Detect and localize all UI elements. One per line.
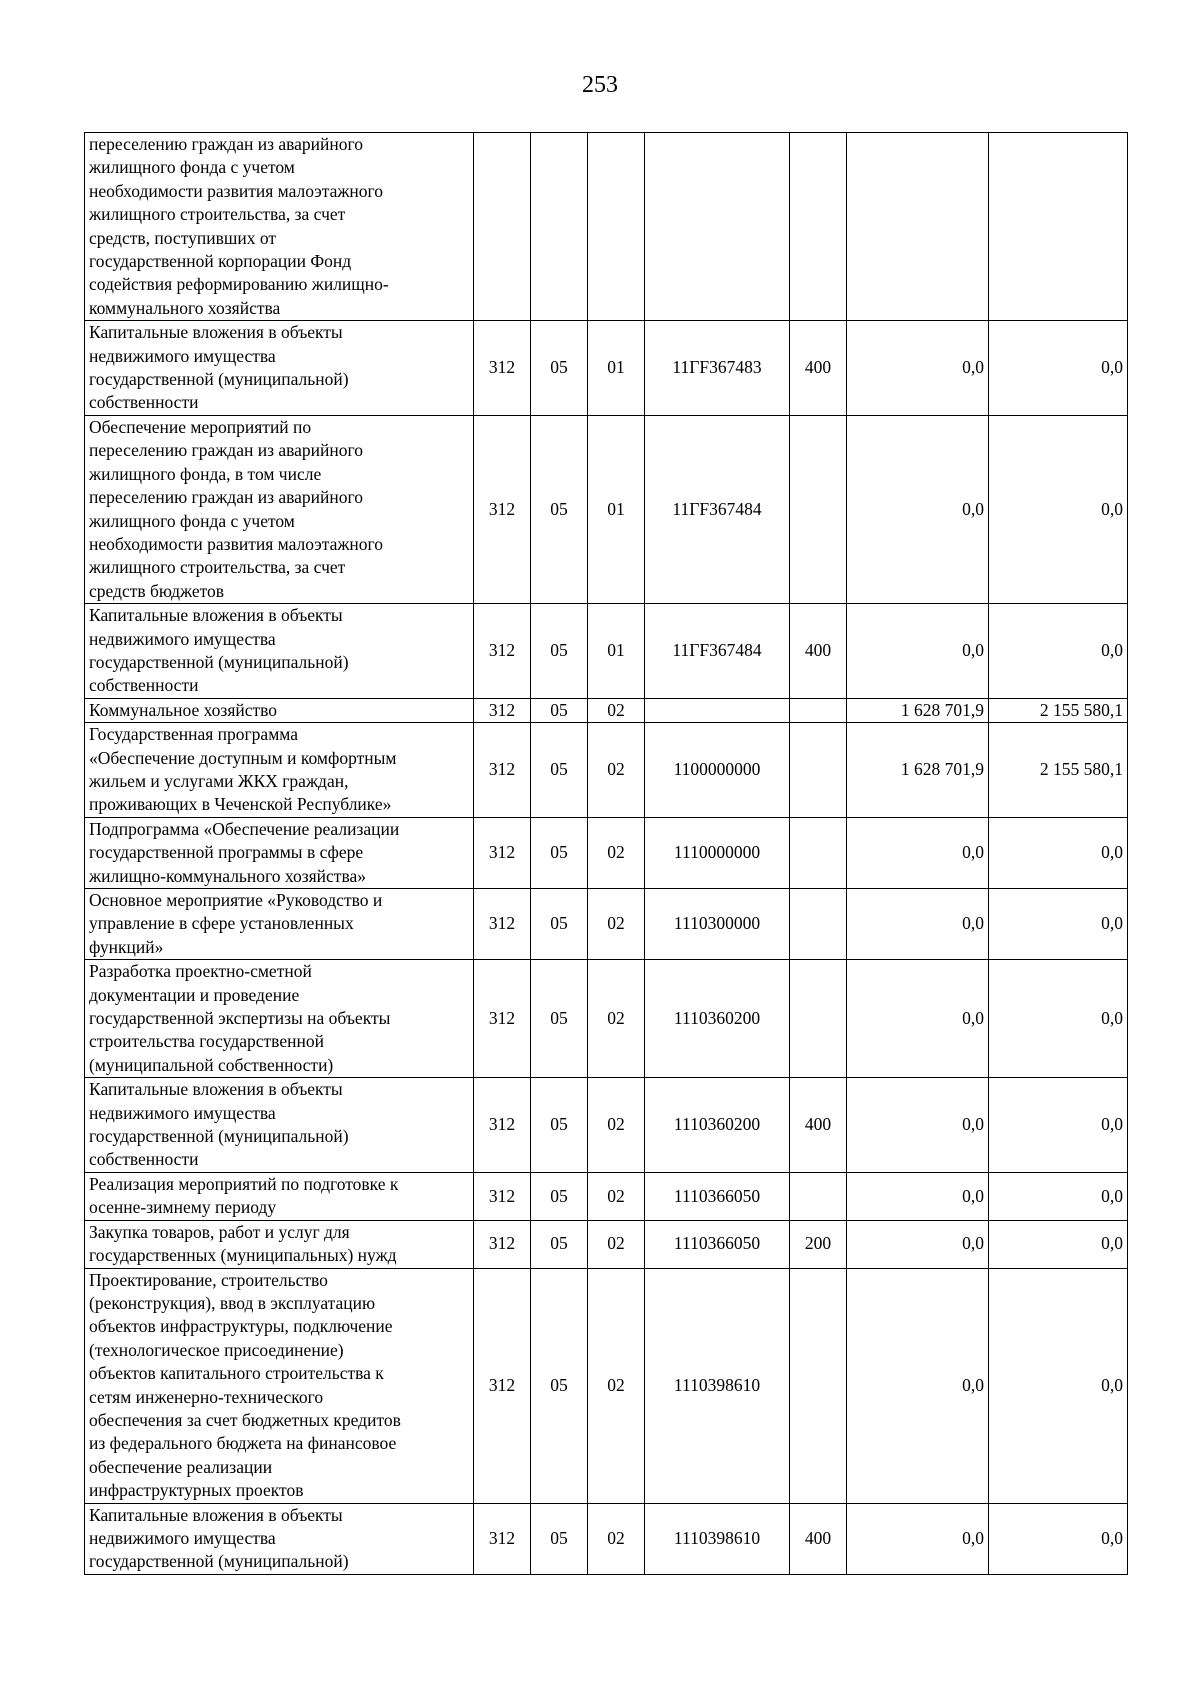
cell-name-line: Капитальные вложения в объекты	[89, 1079, 343, 1100]
cell-name	[85, 415, 474, 603]
cell-name	[85, 960, 474, 1078]
cell-csr: 1110398610	[645, 1503, 790, 1574]
cell-vr	[790, 415, 847, 603]
cell-sum-1: 0,0	[847, 1268, 989, 1503]
cell-sum-1: 0,0	[847, 321, 989, 416]
cell-sum-1: 0,0	[847, 817, 989, 888]
table-row	[85, 960, 1128, 1078]
cell-rz: 05	[531, 1172, 588, 1220]
cell-ved: 312	[474, 1503, 531, 1574]
cell-sum-2: 0,0	[989, 604, 1128, 699]
cell-sum-2: 0,0	[989, 1172, 1128, 1220]
cell-name-line: обеспечения за счет бюджетных кредитов	[89, 1409, 401, 1430]
cell-rz: 05	[531, 321, 588, 416]
cell-name-line: коммунального хозяйства	[89, 297, 281, 318]
cell-name-line: государственной программы в сфере	[89, 842, 364, 863]
cell-ved: 312	[474, 960, 531, 1078]
cell-name-line: недвижимого имущества	[89, 1102, 276, 1123]
cell-name-line: документации и проведение	[89, 984, 300, 1005]
cell-name-line: содействия реформированию жилищно-	[89, 274, 389, 295]
cell-rz: 05	[531, 415, 588, 603]
cell-name-line: государственной (муниципальной)	[89, 1126, 349, 1147]
cell-rz: 05	[531, 1220, 588, 1268]
cell-vr	[790, 1172, 847, 1220]
cell-rz: 05	[531, 889, 588, 960]
cell-name-line: Закупка товаров, работ и услуг для	[89, 1221, 350, 1242]
cell-name-line: средств бюджетов	[89, 580, 225, 601]
cell-name-line: Капитальные вложения в объекты	[89, 1504, 343, 1525]
cell-name-line: Капитальные вложения в объекты	[89, 605, 343, 626]
cell-name-line: Основное мероприятие «Руководство и	[89, 890, 383, 910]
cell-sum-1: 0,0	[847, 604, 989, 699]
cell-name-line: Проектирование, строительство	[89, 1269, 328, 1290]
cell-vr	[790, 889, 847, 960]
cell-name-line: Разработка проектно-сметной	[89, 961, 312, 982]
cell-csr: 11ГF367484	[645, 604, 790, 699]
cell-sum-2	[989, 133, 1128, 321]
cell-vr: 400	[790, 321, 847, 416]
cell-sum-2: 0,0	[989, 960, 1128, 1078]
cell-name-line: проживающих в Чеченской Республике»	[89, 794, 392, 815]
cell-pr: 02	[588, 960, 645, 1078]
cell-name-line: государственной корпорации Фонд	[89, 251, 352, 272]
cell-name-line: Обеспечение мероприятий по	[89, 416, 312, 437]
cell-ved: 312	[474, 321, 531, 416]
cell-name-line: собственности	[89, 1149, 199, 1170]
cell-sum-1: 0,0	[847, 1503, 989, 1574]
cell-pr: 02	[588, 889, 645, 960]
cell-rz: 05	[531, 1078, 588, 1173]
cell-name	[85, 321, 474, 416]
cell-name-line: собственности	[89, 675, 199, 696]
cell-rz: 05	[531, 817, 588, 888]
cell-name-line: Капитальные вложения в объекты	[89, 322, 343, 343]
cell-pr: 02	[588, 817, 645, 888]
cell-name-line: жилищного фонда с учетом	[89, 157, 295, 178]
cell-name-line: Подпрограмма «Обеспечение реализации	[89, 818, 400, 839]
cell-pr: 02	[588, 1268, 645, 1503]
cell-pr: 02	[588, 1503, 645, 1574]
cell-name-line: жилищного фонда, в том числе	[89, 463, 322, 484]
cell-name	[85, 1268, 474, 1503]
cell-pr	[588, 133, 645, 321]
cell-name-line: переселению граждан из аварийного	[89, 440, 364, 461]
cell-name	[85, 604, 474, 699]
table-row	[85, 604, 1128, 699]
cell-vr: 400	[790, 1078, 847, 1173]
cell-pr: 02	[588, 1172, 645, 1220]
cell-name-line: функций»	[89, 936, 164, 957]
cell-sum-1: 1 628 701,9	[847, 723, 989, 818]
cell-name-line: средств, поступивших от	[89, 227, 276, 248]
cell-sum-2: 0,0	[989, 1503, 1128, 1574]
cell-pr: 01	[588, 321, 645, 416]
cell-name-line: переселению граждан из аварийного	[89, 134, 364, 154]
table-row	[85, 723, 1128, 818]
cell-name-line: «Обеспечение доступным и комфортным	[89, 747, 397, 768]
cell-name-line: жильем и услугами ЖКХ граждан,	[89, 770, 349, 791]
page-number: 253	[582, 72, 618, 98]
cell-name-line: переселению граждан из аварийного	[89, 487, 364, 508]
cell-csr	[645, 133, 790, 321]
cell-ved: 312	[474, 1172, 531, 1220]
cell-csr: 1110000000	[645, 817, 790, 888]
cell-name-line: Реализация мероприятий по подготовке к	[89, 1173, 399, 1194]
cell-sum-2: 0,0	[989, 889, 1128, 960]
cell-sum-2: 0,0	[989, 817, 1128, 888]
cell-pr: 02	[588, 723, 645, 818]
table-row	[85, 1503, 1128, 1574]
cell-name-line: (технологическое присоединение)	[89, 1339, 344, 1360]
cell-sum-2: 0,0	[989, 1078, 1128, 1173]
cell-rz: 05	[531, 960, 588, 1078]
cell-name-line: государственной экспертизы на объекты	[89, 1008, 391, 1029]
cell-sum-1: 0,0	[847, 960, 989, 1078]
table-row	[85, 889, 1128, 960]
cell-sum-1	[847, 133, 989, 321]
cell-name-line: жилищно-коммунального хозяйства»	[89, 865, 367, 886]
cell-name	[85, 1503, 474, 1574]
cell-csr: 1110360200	[645, 1078, 790, 1173]
cell-ved: 312	[474, 1268, 531, 1503]
cell-sum-2: 2 155 580,1	[989, 723, 1128, 818]
cell-vr	[790, 1268, 847, 1503]
table-row	[85, 1220, 1128, 1268]
cell-name-line: государственной (муниципальной)	[89, 369, 349, 390]
cell-csr: 1100000000	[645, 723, 790, 818]
cell-ved: 312	[474, 1220, 531, 1268]
cell-name	[85, 133, 474, 321]
cell-pr: 02	[588, 1220, 645, 1268]
cell-rz: 05	[531, 1503, 588, 1574]
cell-name-line: жилищного строительства, за счет	[89, 557, 346, 578]
cell-sum-2: 0,0	[989, 1220, 1128, 1268]
cell-name	[85, 1078, 474, 1173]
cell-rz: 05	[531, 1268, 588, 1503]
cell-pr: 02	[588, 698, 645, 722]
cell-vr	[790, 133, 847, 321]
cell-sum-1: 1 628 701,9	[847, 698, 989, 722]
cell-name	[85, 723, 474, 818]
cell-name-line: сетям инженерно-технического	[89, 1386, 324, 1407]
cell-name-line: инфраструктурных проектов	[89, 1480, 304, 1501]
cell-sum-1: 0,0	[847, 415, 989, 603]
table-row	[85, 133, 1128, 321]
cell-name-line: недвижимого имущества	[89, 345, 276, 366]
cell-name-line: недвижимого имущества	[89, 628, 276, 649]
cell-vr: 400	[790, 1503, 847, 1574]
cell-name-line: объектов инфраструктуры, подключение	[89, 1316, 393, 1337]
cell-ved: 312	[474, 604, 531, 699]
cell-ved: 312	[474, 1078, 531, 1173]
cell-ved: 312	[474, 698, 531, 722]
cell-rz: 05	[531, 698, 588, 722]
cell-name-line: недвижимого имущества	[89, 1527, 276, 1548]
cell-pr: 02	[588, 1078, 645, 1173]
cell-rz: 05	[531, 604, 588, 699]
cell-sum-1: 0,0	[847, 1220, 989, 1268]
cell-name-line: необходимости развития малоэтажного	[89, 533, 384, 554]
cell-ved: 312	[474, 723, 531, 818]
cell-rz	[531, 133, 588, 321]
table-row	[85, 415, 1128, 603]
cell-csr: 1110300000	[645, 889, 790, 960]
cell-name-line: из федерального бюджета на финансовое	[89, 1433, 397, 1454]
table-row	[85, 1078, 1128, 1173]
cell-vr	[790, 817, 847, 888]
cell-csr: 11ГF367484	[645, 415, 790, 603]
cell-name	[85, 817, 474, 888]
cell-sum-1: 0,0	[847, 1172, 989, 1220]
cell-csr	[645, 698, 790, 722]
cell-name-line: осенне-зимнему периоду	[89, 1197, 277, 1218]
cell-rz: 05	[531, 723, 588, 818]
cell-pr: 01	[588, 604, 645, 699]
cell-csr: 11ГF367483	[645, 321, 790, 416]
cell-csr: 1110398610	[645, 1268, 790, 1503]
cell-name-line: обеспечение реализации	[89, 1456, 273, 1477]
table-row	[85, 1172, 1128, 1220]
budget-table	[84, 132, 1128, 1575]
cell-name-line: жилищного фонда с учетом	[89, 510, 295, 531]
cell-sum-2: 0,0	[989, 321, 1128, 416]
table-row	[85, 1268, 1128, 1503]
cell-name-line: государственной (муниципальной)	[89, 1551, 349, 1572]
cell-ved	[474, 133, 531, 321]
table-body	[85, 133, 1128, 1575]
cell-ved: 312	[474, 415, 531, 603]
cell-ved: 312	[474, 889, 531, 960]
cell-pr: 01	[588, 415, 645, 603]
cell-vr	[790, 698, 847, 722]
cell-name	[85, 889, 474, 960]
cell-name	[85, 1172, 474, 1220]
cell-name	[85, 698, 474, 722]
cell-vr	[790, 723, 847, 818]
cell-name-line: Государственная программа	[89, 724, 298, 745]
cell-sum-2: 0,0	[989, 415, 1128, 603]
cell-vr: 200	[790, 1220, 847, 1268]
cell-name-line: необходимости развития малоэтажного	[89, 180, 384, 201]
cell-name-line: собственности	[89, 392, 199, 413]
cell-name	[85, 1220, 474, 1268]
cell-name-line: государственных (муниципальных) нужд	[89, 1245, 397, 1266]
cell-csr: 1110366050	[645, 1220, 790, 1268]
cell-ved: 312	[474, 817, 531, 888]
cell-name-line: жилищного строительства, за счет	[89, 204, 346, 225]
cell-vr	[790, 960, 847, 1078]
cell-sum-1: 0,0	[847, 1078, 989, 1173]
cell-sum-2: 2 155 580,1	[989, 698, 1128, 722]
cell-name-line: управление в сфере установленных	[89, 913, 354, 934]
cell-csr: 1110360200	[645, 960, 790, 1078]
cell-name-line: (муниципальной собственности)	[89, 1054, 334, 1075]
cell-name-line: государственной (муниципальной)	[89, 651, 349, 672]
table-row	[85, 817, 1128, 888]
cell-csr: 1110366050	[645, 1172, 790, 1220]
cell-name-line: Коммунальное хозяйство	[89, 699, 278, 720]
cell-name-line: строительства государственной	[89, 1031, 324, 1052]
cell-sum-2: 0,0	[989, 1268, 1128, 1503]
table-row	[85, 698, 1128, 722]
table-row	[85, 321, 1128, 416]
cell-sum-1: 0,0	[847, 889, 989, 960]
cell-name-line: (реконструкция), ввод в эксплуатацию	[89, 1292, 376, 1313]
cell-name-line: объектов капитального строительства к	[89, 1363, 384, 1384]
cell-vr: 400	[790, 604, 847, 699]
